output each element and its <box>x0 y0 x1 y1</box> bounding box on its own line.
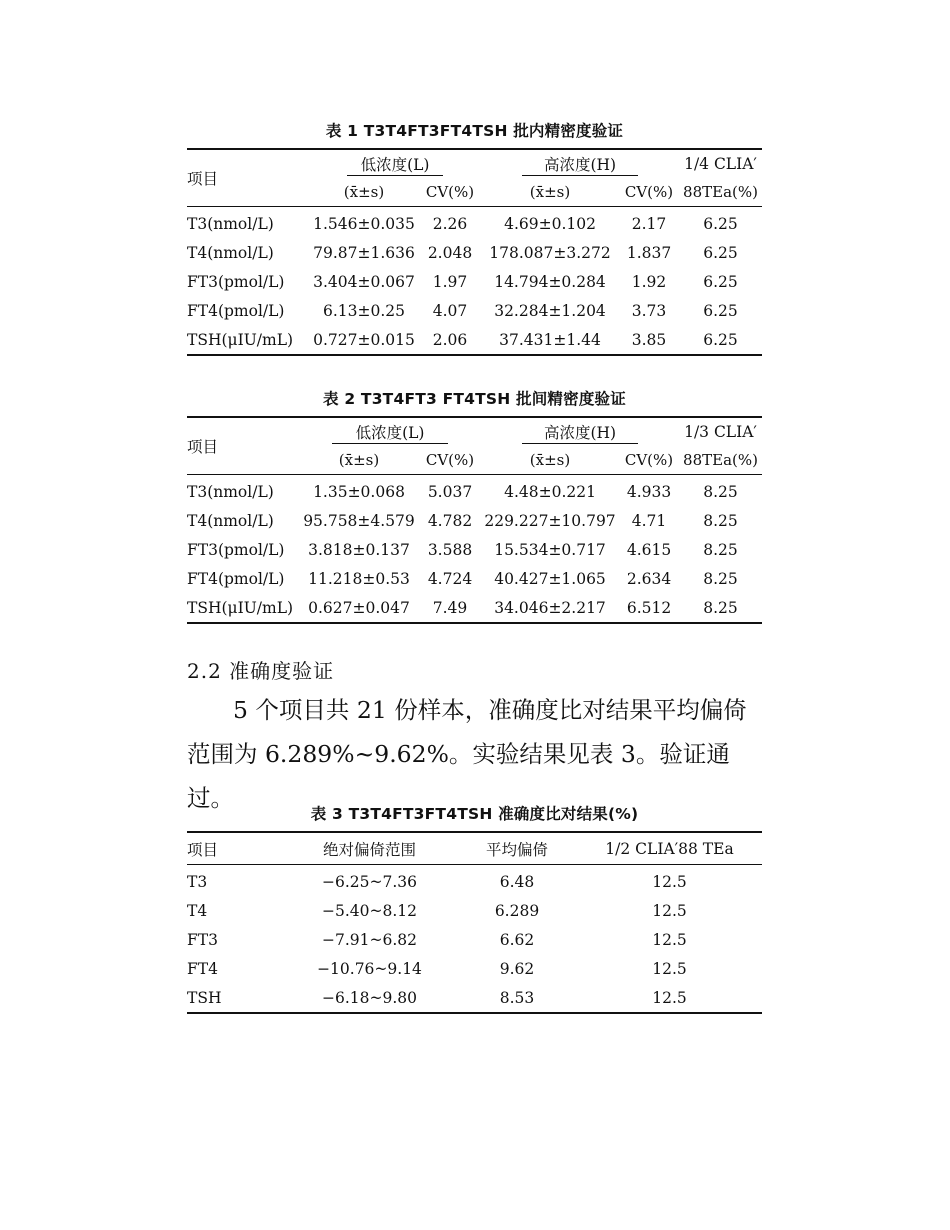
table-row <box>187 925 762 954</box>
table3-cell-mean: 6.48 <box>499 872 535 891</box>
table2-header-high-cv: CV(%) <box>619 446 679 475</box>
table1-header-high: 高浓度(H) <box>522 153 638 176</box>
table1-cell-item: FT4(pmol/L) <box>187 301 285 320</box>
table1-cell-item: TSH(μIU/mL) <box>187 330 294 349</box>
section-paragraph-text: 5 个项目共 21 份样本，准确度比对结果平均偏倚范围为 6.289%~9.62%。实验结果见表 3。验证通过。 <box>187 696 747 812</box>
table2-cell-low-mean: 1.35±0.068 <box>313 482 405 501</box>
table2-cell-tea: 8.25 <box>703 511 738 530</box>
table3-cell-range: −5.40~8.12 <box>322 901 417 920</box>
table2-cell-high-cv: 6.512 <box>626 598 672 617</box>
table3-block <box>187 802 762 1014</box>
table2-header-clia2: 88TEa(%) <box>679 446 762 475</box>
table-row <box>187 475 762 507</box>
table3-header-range: 绝对偏倚范围 <box>282 832 457 865</box>
table2-cell-low-mean: 0.627±0.047 <box>308 598 410 617</box>
table2-header-low: 低浓度(L) <box>332 421 449 444</box>
table2 <box>187 416 762 624</box>
table-row <box>187 506 762 535</box>
table1-cell-high-cv: 2.17 <box>631 214 667 233</box>
table1-cell-item: T4(nmol/L) <box>187 243 274 262</box>
table3-cell-tea: 12.5 <box>652 872 687 891</box>
table-row <box>187 535 762 564</box>
table2-cell-tea: 8.25 <box>703 540 738 559</box>
table1-cell-low-cv: 2.048 <box>427 243 473 262</box>
table1-cell-high-cv: 1.837 <box>626 243 672 262</box>
table1-cell-low-cv: 4.07 <box>432 301 468 320</box>
table1-cell-low-cv: 2.06 <box>432 330 468 349</box>
table1-cell-low-mean: 6.13±0.25 <box>322 301 405 320</box>
table1-header-clia2: 88TEa(%) <box>679 178 762 207</box>
table1-header-high-mean: (x̄±s) <box>481 178 619 207</box>
table1-cell-high-cv: 3.85 <box>631 330 667 349</box>
table2-cell-low-cv: 4.724 <box>427 569 473 588</box>
table1-cell-high-cv: 1.92 <box>631 272 667 291</box>
table1-cell-low-mean: 1.546±0.035 <box>313 214 415 233</box>
table2-cell-low-mean: 3.818±0.137 <box>308 540 410 559</box>
table2-cell-high-mean: 15.534±0.717 <box>494 540 606 559</box>
table1 <box>187 148 762 356</box>
table1-cell-high-cv: 3.73 <box>631 301 667 320</box>
table1-cell-tea: 6.25 <box>703 330 738 349</box>
table1-cell-tea: 6.25 <box>703 214 738 233</box>
table2-cell-high-cv: 2.634 <box>626 569 672 588</box>
table1-header-low: 低浓度(L) <box>347 153 444 176</box>
table-row <box>187 238 762 267</box>
table1-cell-high-mean: 178.087±3.272 <box>489 243 611 262</box>
table1-header-high-cv: CV(%) <box>619 178 679 207</box>
table-row <box>187 296 762 325</box>
section-heading: 2.2 准确度验证 <box>187 659 335 683</box>
table3-cell-mean: 8.53 <box>499 988 535 1007</box>
table1-cell-item: T3(nmol/L) <box>187 214 274 233</box>
table2-cell-low-mean: 95.758±4.579 <box>303 511 415 530</box>
table-row <box>187 267 762 296</box>
table1-block <box>187 119 762 356</box>
table2-cell-tea: 8.25 <box>703 598 738 617</box>
table-row <box>187 954 762 983</box>
table2-cell-high-mean: 229.227±10.797 <box>484 511 616 530</box>
table3-cell-range: −10.76~9.14 <box>317 959 422 978</box>
table3-cell-range: −7.91~6.82 <box>322 930 417 949</box>
table1-cell-item: FT3(pmol/L) <box>187 272 285 291</box>
table-row <box>187 983 762 1013</box>
table2-cell-item: T3(nmol/L) <box>187 482 274 501</box>
table1-header-low-mean: (x̄±s) <box>309 178 419 207</box>
table2-cell-item: FT4(pmol/L) <box>187 569 285 588</box>
table2-cell-tea: 8.25 <box>703 482 738 501</box>
table-row <box>187 896 762 925</box>
table3-header-mean: 平均偏倚 <box>457 832 577 865</box>
table1-cell-low-mean: 0.727±0.015 <box>313 330 415 349</box>
table2-header-low-cv: CV(%) <box>419 446 481 475</box>
table1-cell-high-mean: 4.69±0.102 <box>504 214 596 233</box>
table-row <box>187 865 762 897</box>
table3-cell-tea: 12.5 <box>652 959 687 978</box>
table1-cell-low-cv: 1.97 <box>432 272 468 291</box>
table2-cell-low-cv: 5.037 <box>427 482 473 501</box>
table3-cell-mean: 6.289 <box>494 901 540 920</box>
table3-cell-tea: 12.5 <box>652 930 687 949</box>
table2-caption: 表 2 T3T4FT3 FT4TSH 批间精密度验证 <box>323 390 626 408</box>
table2-cell-high-mean: 34.046±2.217 <box>494 598 606 617</box>
table-row <box>187 593 762 623</box>
table1-caption: 表 1 T3T4FT3FT4TSH 批内精密度验证 <box>325 122 624 140</box>
table2-cell-low-cv: 4.782 <box>427 511 473 530</box>
table3-cell-range: −6.25~7.36 <box>322 872 417 891</box>
table3-header-tea: 1/2 CLIA′88 TEa <box>577 832 762 865</box>
table3 <box>187 831 762 1014</box>
section-paragraph <box>187 688 767 820</box>
table3-cell-item: FT4 <box>187 959 218 978</box>
table3-cell-item: TSH <box>187 988 222 1007</box>
table1-cell-low-mean: 79.87±1.636 <box>313 243 415 262</box>
table2-cell-low-mean: 11.218±0.53 <box>308 569 410 588</box>
table3-cell-tea: 12.5 <box>652 901 687 920</box>
table2-cell-high-cv: 4.615 <box>626 540 672 559</box>
table2-header-high: 高浓度(H) <box>522 421 638 444</box>
table2-cell-item: T4(nmol/L) <box>187 511 274 530</box>
table2-cell-item: TSH(μIU/mL) <box>187 598 294 617</box>
table2-cell-low-cv: 3.588 <box>427 540 473 559</box>
table3-cell-range: −6.18~9.80 <box>322 988 417 1007</box>
table1-cell-high-mean: 14.794±0.284 <box>494 272 606 291</box>
table2-block <box>187 387 762 624</box>
table-row <box>187 325 762 355</box>
table2-cell-low-cv: 7.49 <box>432 598 468 617</box>
table3-cell-mean: 6.62 <box>499 930 535 949</box>
table1-header-low-cv: CV(%) <box>419 178 481 207</box>
table1-cell-tea: 6.25 <box>703 301 738 320</box>
table-row <box>187 564 762 593</box>
table2-cell-high-mean: 40.427±1.065 <box>494 569 606 588</box>
table-row <box>187 207 762 239</box>
table2-header-low-mean: (x̄±s) <box>299 446 419 475</box>
table3-caption: 表 3 T3T4FT3FT4TSH 准确度比对结果(%) <box>310 805 639 823</box>
table2-cell-high-cv: 4.933 <box>626 482 672 501</box>
table3-cell-tea: 12.5 <box>652 988 687 1007</box>
table1-cell-tea: 6.25 <box>703 272 738 291</box>
table1-cell-high-mean: 37.431±1.44 <box>499 330 601 349</box>
table3-header-item: 项目 <box>187 832 282 865</box>
table2-cell-high-cv: 4.71 <box>631 511 667 530</box>
table1-cell-low-mean: 3.404±0.067 <box>313 272 415 291</box>
table2-header-clia1: 1/3 CLIA′ <box>684 423 757 441</box>
table3-cell-item: FT3 <box>187 930 218 949</box>
table1-cell-low-cv: 2.26 <box>432 214 468 233</box>
table3-cell-item: T4 <box>187 901 208 920</box>
table2-cell-high-mean: 4.48±0.221 <box>504 482 596 501</box>
table2-cell-item: FT3(pmol/L) <box>187 540 285 559</box>
table1-header-clia1: 1/4 CLIA′ <box>684 155 757 173</box>
table1-cell-high-mean: 32.284±1.204 <box>494 301 606 320</box>
table2-header-item: 项目 <box>187 417 299 475</box>
table2-header-high-mean: (x̄±s) <box>481 446 619 475</box>
table2-cell-tea: 8.25 <box>703 569 738 588</box>
table3-cell-mean: 9.62 <box>499 959 535 978</box>
table1-cell-tea: 6.25 <box>703 243 738 262</box>
table1-header-item: 项目 <box>187 149 309 207</box>
table3-cell-item: T3 <box>187 872 208 891</box>
